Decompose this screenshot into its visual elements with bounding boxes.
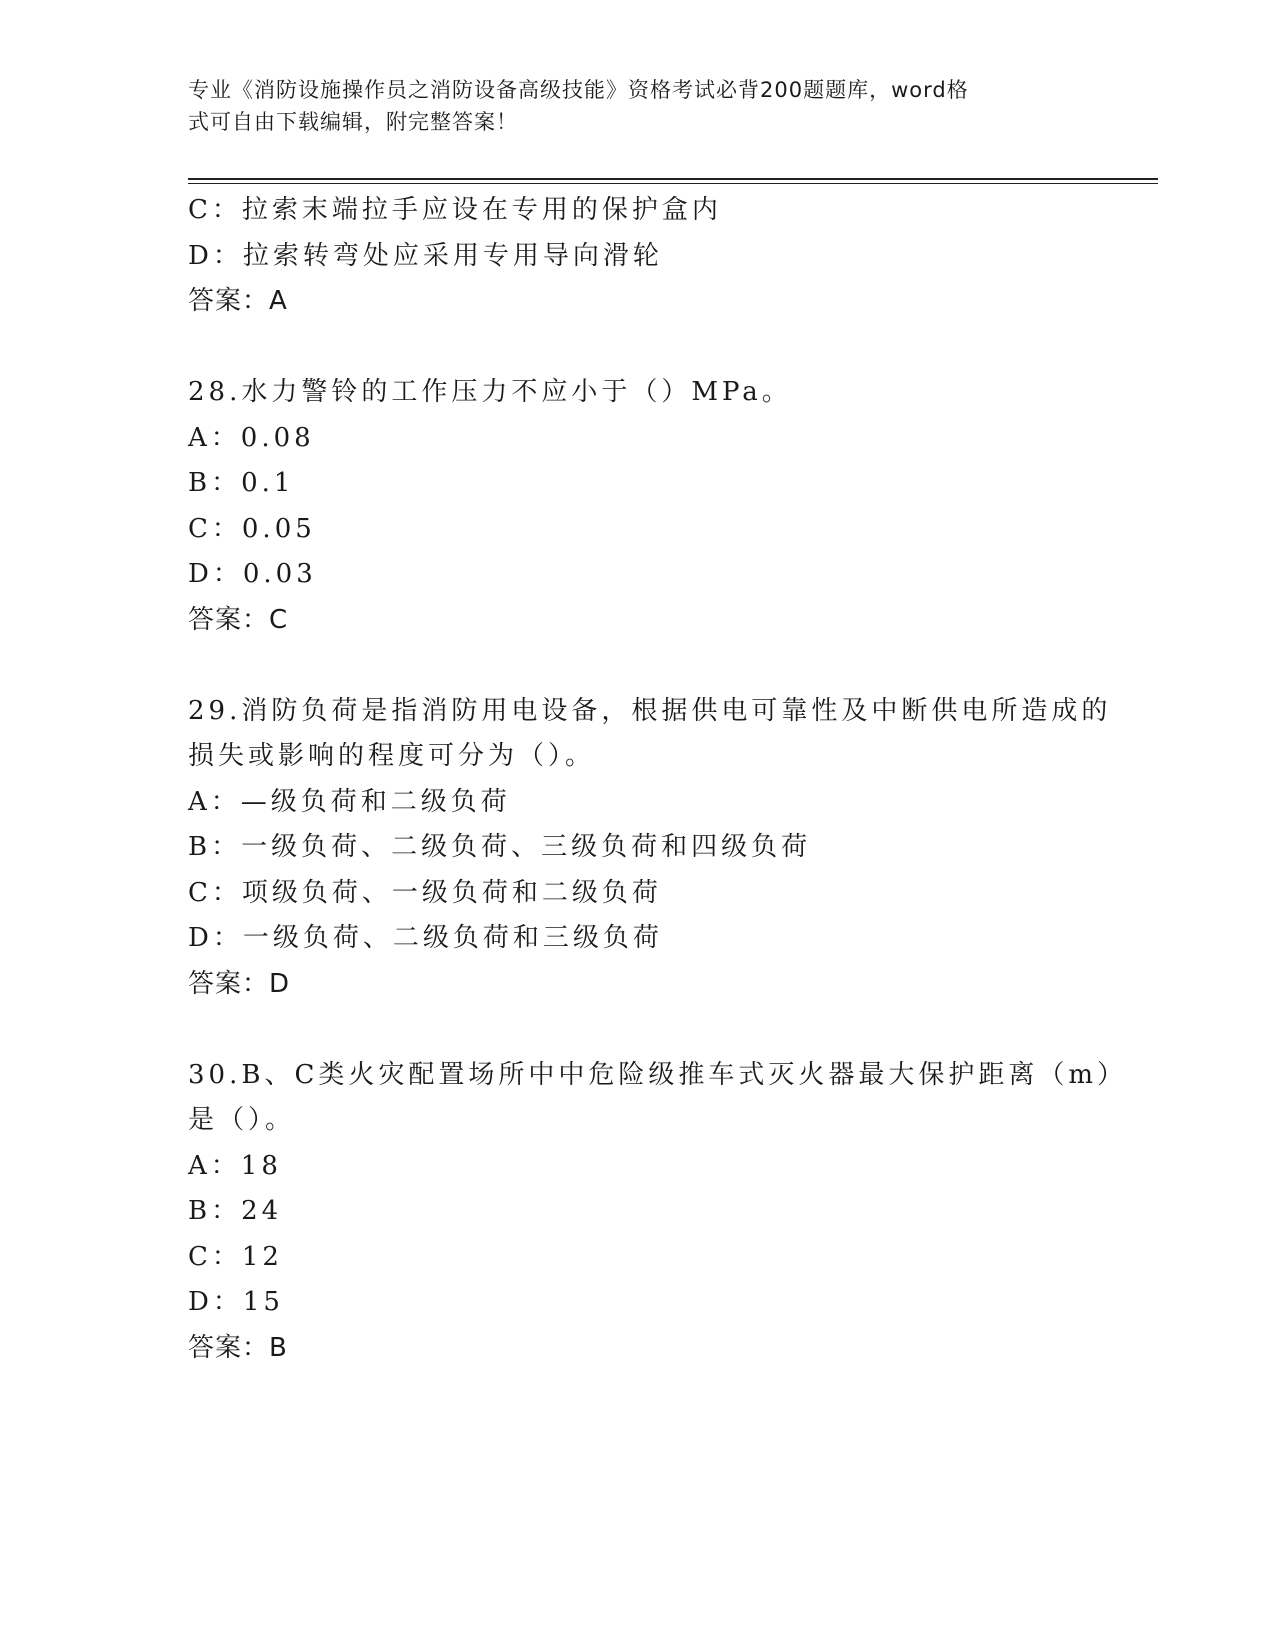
- spacer: [188, 1007, 1108, 1053]
- option-d: D：0.03: [188, 559, 317, 589]
- option-a: A：18: [188, 1150, 282, 1181]
- option-b: B：一级负荷、二级负荷、三级负荷和四级负荷: [188, 832, 812, 862]
- question-stem-line-2: 损失或影响的程度可分为（）。: [188, 741, 596, 771]
- option-b: B：0.1: [188, 468, 295, 498]
- header-line-2: 式可自由下载编辑，附完整答案！: [188, 110, 518, 134]
- option-d: D：一级负荷、二级负荷和三级负荷: [188, 923, 663, 953]
- question-stem-line-1: 29.消防负荷是指消防用电设备，根据供电可靠性及中断供电所造成的: [188, 695, 1112, 726]
- answer: 答案：C: [188, 604, 289, 635]
- question-stem: 28.水力警铃的工作压力不应小于（）MPa。: [188, 377, 792, 407]
- option-c: C：12: [188, 1241, 283, 1272]
- header-rule-thick: [188, 178, 1158, 180]
- header-rule-thin: [188, 183, 1158, 184]
- spacer: [188, 643, 1108, 689]
- option-b: B：24: [188, 1196, 283, 1226]
- option-c: C：0.05: [188, 513, 316, 544]
- option-c: C：项级负荷、一级负荷和二级负荷: [188, 877, 662, 908]
- prev-answer: 答案：A: [188, 286, 288, 316]
- option-a: A：—级负荷和二级负荷: [188, 786, 511, 817]
- document-header: [188, 74, 1068, 138]
- question-29: [188, 689, 1112, 1008]
- question-content: [188, 188, 1128, 1371]
- answer: 答案：D: [188, 968, 291, 999]
- option-a: A：0.08: [188, 422, 315, 453]
- prev-option-c: C：拉索末端拉手应设在专用的保护盒内: [188, 195, 722, 225]
- option-d: D：15: [188, 1287, 284, 1317]
- question-stem-line-1: 30.B、C类火灾配置场所中中危险级推车式灭火器最大保护距离（m）: [188, 1059, 1128, 1090]
- prev-option-d: D：拉索转弯处应采用专用导向滑轮: [188, 240, 663, 271]
- question-30: [188, 1053, 1128, 1372]
- spacer: [188, 325, 1108, 371]
- question-stem-line-2: 是（）。: [188, 1105, 296, 1135]
- header-line-1: 专业《消防设施操作员之消防设备高级技能》资格考试必背200题题库，word格: [188, 78, 969, 102]
- answer: 答案：B: [188, 1332, 288, 1363]
- question-28: [188, 370, 1108, 643]
